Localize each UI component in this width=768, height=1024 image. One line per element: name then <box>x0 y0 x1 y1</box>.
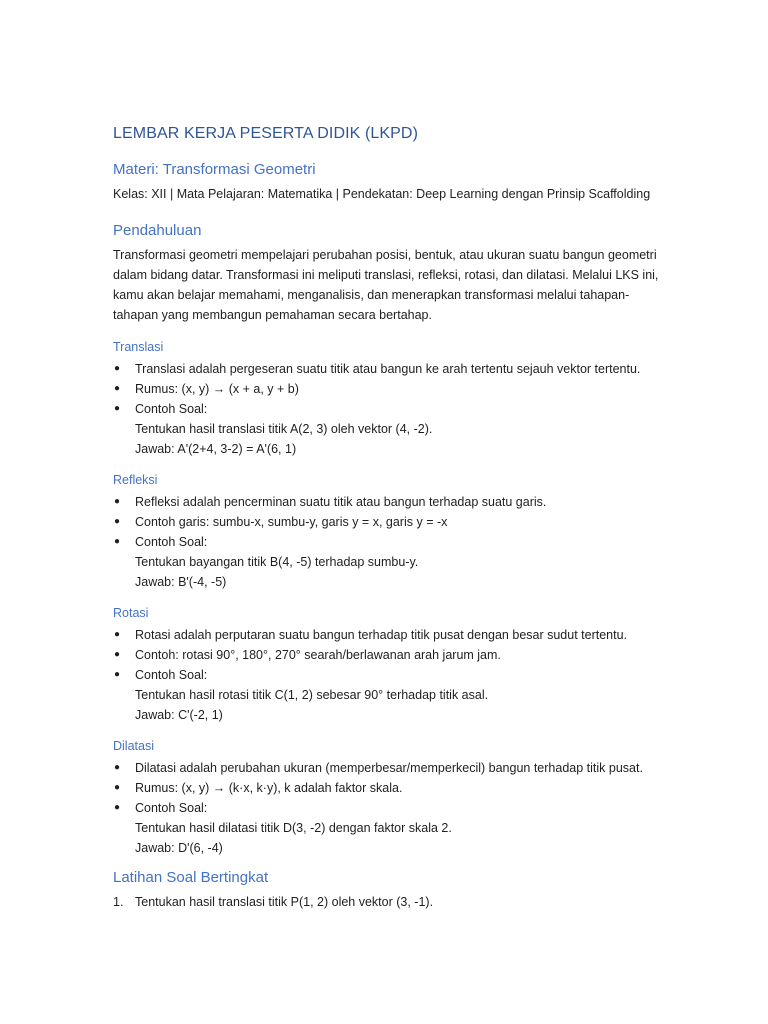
latihan-heading: Latihan Soal Bertingkat <box>113 869 269 886</box>
list-item <box>113 798 673 858</box>
example-question: Tentukan bayangan titik B(4, -5) terhadap sumbu-y. <box>135 555 419 569</box>
list-item-text: Rumus: (x, y) → (k·x, k·y), k adalah faktor skala. <box>135 781 403 795</box>
bullet-icon: ● <box>114 802 121 813</box>
example-answer: Jawab: A'(2+4, 3-2) = A'(6, 1) <box>135 442 297 456</box>
bullet-icon: ● <box>114 403 121 414</box>
list-item-text: Contoh Soal: <box>135 668 208 682</box>
list-item-text: Rumus: (x, y) → (x + a, y + b) <box>135 382 299 396</box>
class-info: Kelas: XII | Mata Pelajaran: Matematika | Pendekatan: Deep Learning dengan Prinsip Scaffolding <box>113 187 651 201</box>
translasi-list <box>113 359 673 459</box>
list-item-text: Refleksi adalah pencerminan suatu titik atau bangun terhadap suatu garis. <box>135 495 547 509</box>
list-item <box>113 492 673 512</box>
list-item-text: Tentukan hasil translasi titik P(1, 2) oleh vektor (3, -1). <box>135 895 434 909</box>
list-item-text: Contoh Soal: <box>135 801 208 815</box>
rotasi-heading: Rotasi <box>113 606 149 620</box>
example-question: Tentukan hasil translasi titik A(2, 3) oleh vektor (4, -2). <box>135 422 433 436</box>
bullet-icon: ● <box>114 669 121 680</box>
list-item <box>113 359 673 379</box>
rotasi-list <box>113 625 673 725</box>
list-item <box>113 532 673 592</box>
bullet-icon: ● <box>114 649 121 660</box>
bullet-icon: ● <box>114 782 121 793</box>
list-item <box>113 645 673 665</box>
dilatasi-list <box>113 758 673 858</box>
list-item-text: Contoh garis: sumbu-x, sumbu-y, garis y = x, garis y = -x <box>135 515 448 529</box>
list-item <box>113 892 673 912</box>
list-item <box>113 379 673 399</box>
example-answer: Jawab: D'(6, -4) <box>135 841 223 855</box>
item-number: 1. <box>113 895 124 909</box>
document-body <box>113 125 673 923</box>
bullet-icon: ● <box>114 536 121 547</box>
bullet-icon: ● <box>114 762 121 773</box>
list-item-text: Translasi adalah pergeseran suatu titik atau bangun ke arah tertentu sejauh vektor tertentu. <box>135 362 641 376</box>
document-title: LEMBAR KERJA PESERTA DIDIK (LKPD) <box>113 125 419 142</box>
example-question: Tentukan hasil rotasi titik C(1, 2) sebesar 90° terhadap titik asal. <box>135 688 489 702</box>
list-item-text: Contoh Soal: <box>135 402 208 416</box>
example-answer: Jawab: B'(-4, -5) <box>135 575 227 589</box>
example-question: Tentukan hasil dilatasi titik D(3, -2) dengan faktor skala 2. <box>135 821 452 835</box>
list-item <box>113 758 673 778</box>
bullet-icon: ● <box>114 516 121 527</box>
bullet-icon: ● <box>114 629 121 640</box>
dilatasi-heading: Dilatasi <box>113 739 154 753</box>
bullet-icon: ● <box>114 363 121 374</box>
latihan-list <box>113 892 673 912</box>
list-item <box>113 778 673 798</box>
materi-heading: Materi: Transformasi Geometri <box>113 161 316 178</box>
list-item-text: Dilatasi adalah perubahan ukuran (memperbesar/memperkecil) bangun terhadap titik pusat. <box>135 761 643 775</box>
list-item <box>113 665 673 725</box>
list-item <box>113 399 673 459</box>
pendahuluan-heading: Pendahuluan <box>113 222 202 239</box>
list-item-text: Rotasi adalah perputaran suatu bangun terhadap titik pusat dengan besar sudut tertentu. <box>135 628 628 642</box>
bullet-icon: ● <box>114 383 121 394</box>
list-item <box>113 512 673 532</box>
bullet-icon: ● <box>114 496 121 507</box>
list-item-text: Contoh: rotasi 90°, 180°, 270° searah/berlawanan arah jarum jam. <box>135 648 501 662</box>
translasi-heading: Translasi <box>113 340 164 354</box>
example-answer: Jawab: C'(-2, 1) <box>135 708 223 722</box>
refleksi-heading: Refleksi <box>113 473 158 487</box>
list-item-text: Contoh Soal: <box>135 535 208 549</box>
pendahuluan-text: Transformasi geometri mempelajari perubahan posisi, bentuk, atau ukuran suatu bangun geometri dalam bidang datar. Transformasi ini meliputi translasi, refleksi, rotasi, dan dilatasi. Melalui LKS ini, kamu akan belajar memahami, menganalisis, dan menerapkan transformasi melalui tahapan-tahapan yang membangun pemahaman secara bertahap. <box>113 248 659 322</box>
refleksi-list <box>113 492 673 592</box>
list-item <box>113 625 673 645</box>
